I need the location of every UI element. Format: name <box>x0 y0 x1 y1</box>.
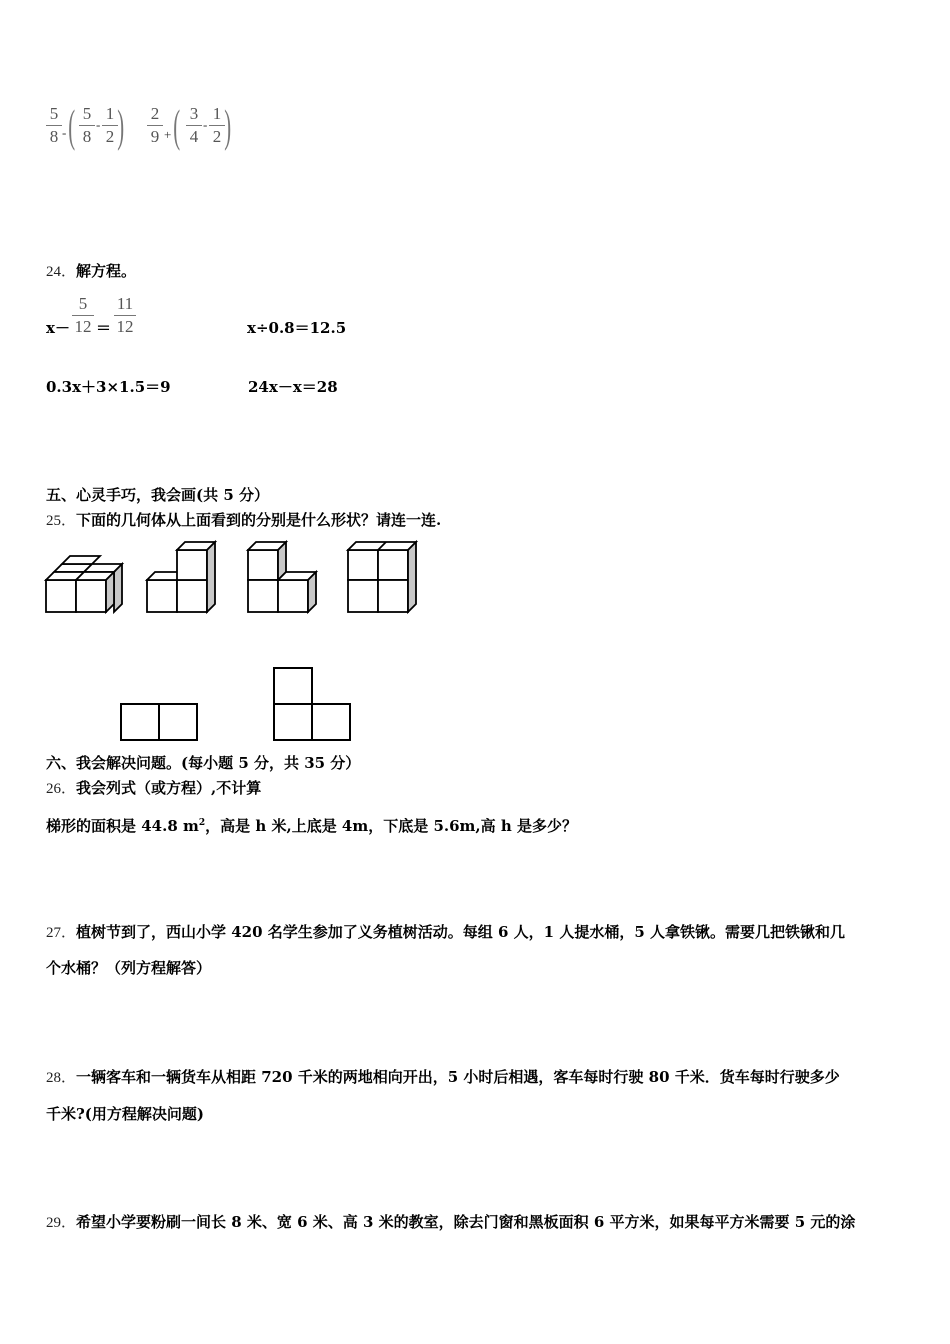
cube-figures <box>40 535 430 620</box>
section-5-title: 五、心灵手巧，我会画(共 5 分） <box>46 486 269 504</box>
q27-line-1 <box>46 922 845 943</box>
cube-figure-3 <box>248 542 316 612</box>
right-paren: ) <box>117 100 125 151</box>
left-paren: ( <box>173 100 181 151</box>
fraction <box>79 104 95 147</box>
equals-sign: ＝ <box>96 319 112 337</box>
q24-equation-2: x÷0.8＝12.5 <box>247 319 347 337</box>
question-title: 解方程。 <box>76 262 137 280</box>
q24-heading <box>46 261 136 282</box>
fraction <box>102 104 118 147</box>
q29-line-1 <box>46 1212 855 1233</box>
fraction <box>209 104 225 147</box>
numerator: 11 <box>116 294 134 313</box>
question-number: 29． <box>46 1215 77 1231</box>
operator: - <box>62 125 67 140</box>
numerator: 2 <box>150 104 160 123</box>
denominator: 9 <box>150 127 160 146</box>
question-number: 26． <box>46 781 77 797</box>
denominator: 12 <box>74 317 92 336</box>
denominator: 4 <box>189 127 199 146</box>
top-view-shape-2 <box>271 665 353 744</box>
superscript: 2 <box>198 818 206 828</box>
right-paren: ) <box>224 100 232 151</box>
question-number: 25． <box>46 513 77 529</box>
question-number: 24． <box>46 264 77 280</box>
left-paren: ( <box>68 100 76 151</box>
numerator: 1 <box>105 104 115 123</box>
q24-equation-4: 24x－x＝28 <box>248 378 338 396</box>
q26-text <box>46 813 577 836</box>
operator: - <box>203 117 208 132</box>
top-view-shape-1 <box>118 700 200 744</box>
q28-text-line-1: 一辆客车和一辆货车从相距 720 千米的两地相向开出，5 小时后相遇，客车每时行驶 80 千米．货车每时行驶多少 <box>76 1068 840 1086</box>
question-number: 28． <box>46 1070 77 1086</box>
numerator: 3 <box>189 104 199 123</box>
cube-figure-2 <box>147 542 215 612</box>
q26-heading <box>46 778 261 799</box>
q28-line-2: 千米?(用方程解决问题) <box>46 1105 204 1123</box>
q26-text-part-1: 梯形的面积是 44.8 m <box>46 817 199 835</box>
operator: - <box>96 117 101 132</box>
denominator: 2 <box>105 127 115 146</box>
equation-prefix: x－ <box>46 319 70 337</box>
question-text: 下面的几何体从上面看到的分别是什么形状？请连一连. <box>76 511 442 529</box>
q26-text-part-2: ，高是 h 米,上底是 4m，下底是 5.6m,高 h 是多少？ <box>205 817 577 835</box>
denominator: 2 <box>212 127 222 146</box>
numerator: 5 <box>82 104 92 123</box>
q25-heading <box>46 510 441 531</box>
fraction <box>147 104 163 147</box>
q24-equation-3: 0.3x＋3×1.5＝9 <box>46 378 171 396</box>
denominator: 12 <box>116 317 134 336</box>
fraction <box>72 294 94 337</box>
numerator: 5 <box>78 294 88 313</box>
operator: + <box>164 127 172 142</box>
fraction <box>46 104 62 147</box>
question-title: 我会列式（或方程）,不计算 <box>76 779 262 797</box>
section-6-title: 六、我会解决问题。(每小题 5 分，共 35 分） <box>46 754 361 772</box>
denominator: 8 <box>82 127 92 146</box>
fraction <box>114 294 136 337</box>
fraction <box>186 104 202 147</box>
numerator: 1 <box>212 104 222 123</box>
q29-text-line-1: 希望小学要粉刷一间长 8 米、宽 6 米、高 3 米的教室，除去门窗和黑板面积 6 平方米，如果每平方米需要 5 元的涂 <box>76 1213 856 1231</box>
q27-line-2: 个水桶？（列方程解答） <box>46 959 212 977</box>
q27-text-line-1: 植树节到了，西山小学 420 名学生参加了义务植树活动。每组 6 人，1 人提水桶，5 人拿铁锹。需要几把铁锹和几 <box>76 923 845 941</box>
q28-line-1 <box>46 1067 840 1088</box>
cube-figure-1 <box>46 556 122 612</box>
numerator: 5 <box>49 104 59 123</box>
denominator: 8 <box>49 127 59 146</box>
cube-figure-4 <box>348 542 416 612</box>
question-number: 27． <box>46 925 77 941</box>
